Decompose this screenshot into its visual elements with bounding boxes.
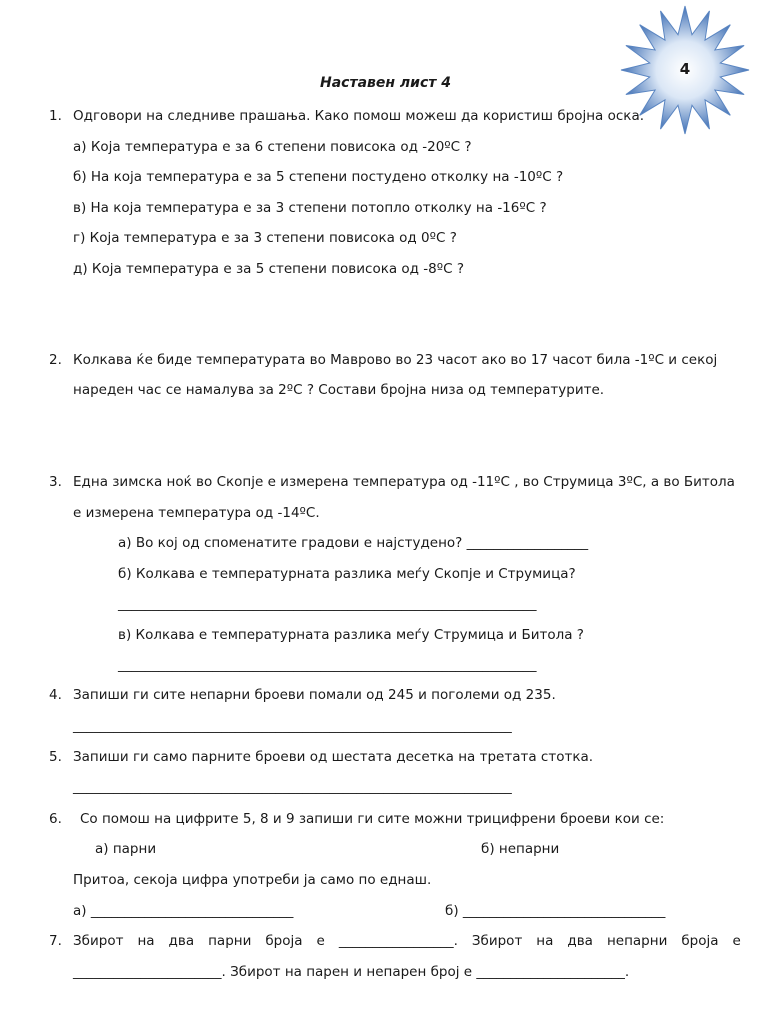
q6-label-b: б) непарни [481, 841, 560, 857]
q4-number: 4. [49, 687, 62, 703]
q7-word: парни [208, 933, 252, 949]
q7-word: на [137, 933, 155, 949]
worksheet-number: 4 [679, 60, 691, 78]
q7-word: Збирот [471, 933, 523, 949]
q5-text: Запиши ги само парните броеви од шестата десетка на третата стотка. [73, 749, 594, 765]
q3-part-b: б) Колкава е температурната разлика меѓу Скопје и Струмица? [118, 566, 576, 582]
q7-word: броја [681, 933, 719, 949]
q5-number: 5. [49, 749, 62, 765]
q6-label-a: а) парни [95, 841, 157, 857]
q7-word: е [732, 933, 741, 949]
q7-answer-blank[interactable]: _________________. [338, 933, 458, 949]
q6-number: 6. [49, 811, 62, 827]
q3-part-c: в) Колкава е температурната разлика меѓу Струмица и Битола ? [118, 627, 584, 643]
q7-word: непарни [606, 933, 668, 949]
q3-part-c-answer-line[interactable]: ______________________________________________________________ [118, 657, 537, 673]
q2-line2: нареден час се намалува за 2ºC ? Состави бројна низа од температурите. [73, 382, 605, 398]
q3-line2: е измерена температура од -14ºC. [73, 505, 320, 521]
q2-number: 2. [49, 352, 62, 368]
q7-number: 7. [49, 933, 62, 949]
q6-answer-b[interactable]: б) ______________________________ [445, 903, 666, 919]
q1-number: 1. [49, 108, 62, 124]
q3-part-a: а) Во кој од споменатите градови е најстудено? __________________ [118, 535, 589, 551]
q7-word: два [567, 933, 593, 949]
q7-word: Збирот [73, 933, 124, 949]
q7-word: два [168, 933, 195, 949]
q4-answer-line[interactable]: _________________________________________________________________ [73, 718, 512, 734]
q6-note: Притоа, секоја цифра употреби ја само по еднаш. [73, 872, 432, 888]
q7-line1 [73, 933, 741, 949]
q7-word: на [536, 933, 554, 949]
q4-text: Запиши ги сите непарни броеви помали од 245 и поголеми од 235. [73, 687, 556, 703]
q2-line1: Колкава ќе биде температурата во Маврово во 23 часот ако во 17 часот била -1ºC и секој [73, 352, 718, 368]
q7-word: броја [265, 933, 303, 949]
page-title: Наставен лист 4 [320, 75, 452, 91]
q3-part-b-answer-line[interactable]: ______________________________________________________________ [118, 596, 537, 612]
q1-item-a: а) Која температура е за 6 степени повисока од -20ºC ? [73, 139, 472, 155]
q1-text: Одговори на следниве прашања. Како помош можеш да користиш бројна оска. [73, 108, 645, 124]
q1-item-e: д) Која температура е за 5 степени повисока од -8ºC ? [73, 261, 465, 277]
q6-answer-a[interactable]: а) ______________________________ [73, 903, 294, 919]
q3-line1: Една зимска ноќ во Скопје е измерена температура од -11ºC , во Струмица 3ºC, а во Битола [73, 474, 735, 490]
q6-text: Со помош на цифрите 5, 8 и 9 запиши ги сите можни трицифрени броеви кои се: [80, 811, 665, 827]
q1-item-c: в) На која температура е за 3 степени потопло отколку на -16ºC ? [73, 200, 547, 216]
q7-word: е [316, 933, 325, 949]
q7-line2[interactable]: ______________________. Збирот на парен и непарен број е ______________________. [73, 964, 630, 980]
q1-item-b: б) На која температура е за 5 степени постудено отколку на -10ºC ? [73, 169, 564, 185]
q5-answer-line[interactable]: _________________________________________________________________ [73, 779, 512, 795]
q3-number: 3. [49, 474, 62, 490]
q1-item-d: г) Која температура е за 3 степени повисока од 0ºC ? [73, 230, 457, 246]
